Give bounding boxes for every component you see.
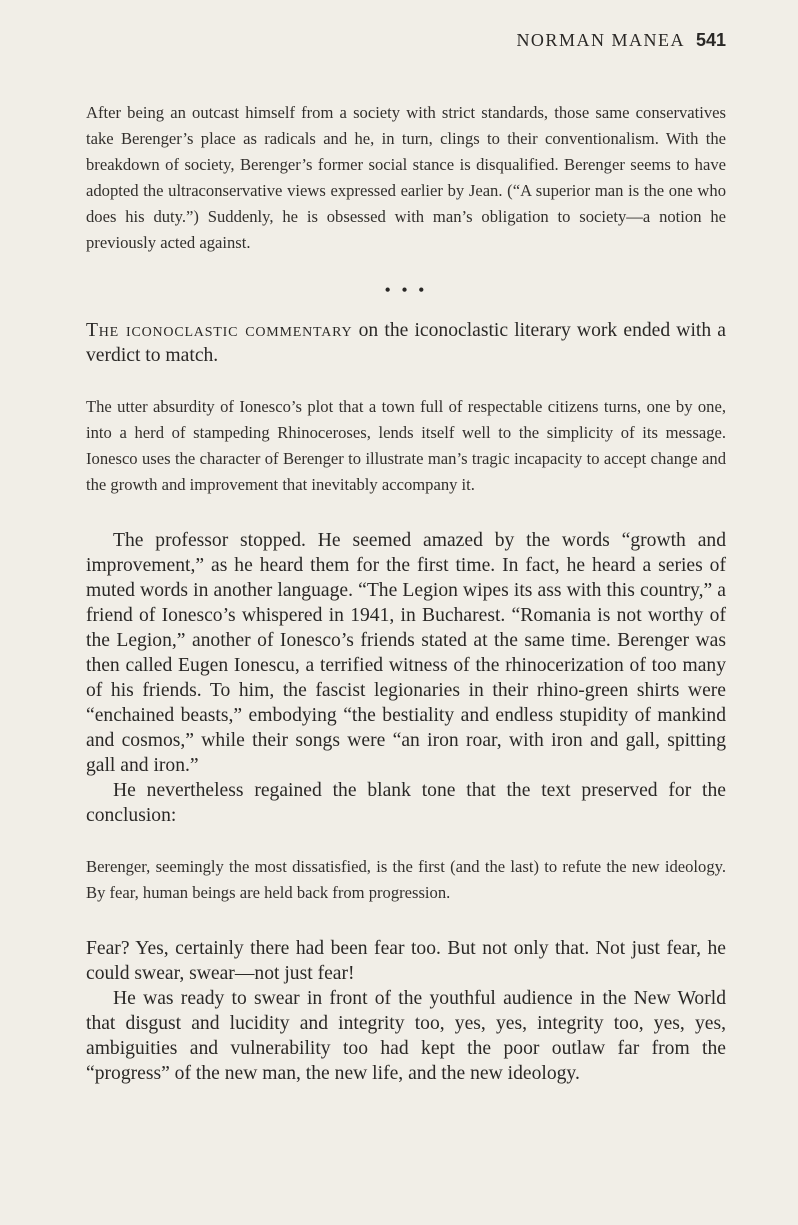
section-separator: • • • xyxy=(384,280,428,300)
paragraph-1-small-caps-lead: The iconoclastic commentary xyxy=(86,320,353,341)
block-quote-3: Berenger, seemingly the most dissatisfied, is the first (and the last) to refute the new ideology. By fear, human beings are held back from progression. xyxy=(86,857,726,902)
block-quote-1: After being an outcast himself from a society with strict standards, those same conservatives take Berenger’s place as radicals and he, in turn, clings to their conventionalism. With the breakdown of society, Berenger’s former social stance is disqualified. Berenger seems to have adopted the ultraconservative views expressed earlier by Jean. (“A superior man is the one who does his duty.”) Suddenly, he is obsessed with man’s obligation to society—a notion he previously acted against. xyxy=(86,103,726,252)
running-head-title: NORMAN MANEA xyxy=(516,30,684,50)
paragraph-4: Fear? Yes, certainly there had been fear too. But not only that. Not just fear, he could swear, swear—not just fear! xyxy=(86,938,726,984)
paragraph-5: He was ready to swear in front of the youthful audience in the New World that disgust and lucidity and integrity too, yes, yes, integrity too, yes, yes, ambiguities and vulnerability too had kept the poor outlaw far from the “progress” of the new man, the new life, and the new ideology. xyxy=(86,988,726,1084)
running-header xyxy=(516,30,726,51)
paragraph-3: He nevertheless regained the blank tone that the text preserved for the conclusion: xyxy=(86,780,726,826)
block-quote-2: The utter absurdity of Ionesco’s plot that a town full of respectable citizens turns, one by one, into a herd of stampeding Rhinoceroses, lends itself well to the simplicity of its message. Ionesco uses the character of Berenger to illustrate man’s tragic incapacity to accept change and the growth and improvement that inevitably accompany it. xyxy=(86,397,726,494)
page-content xyxy=(86,100,726,1086)
paragraph-1 xyxy=(86,318,726,368)
page-number: 541 xyxy=(695,30,726,50)
paragraph-1-text: on the iconoclastic literary work ended with a verdict to match. xyxy=(86,320,727,366)
paragraph-2: The professor stopped. He seemed amazed by the words “growth and improvement,” as he heard them for the first time. In fact, he heard a series of muted words in another language. “The Legion wipes its ass with this country,” a friend of Ionesco’s whispered in 1941, in Bucharest. “Romania is not worthy of the Legion,” another of Ionesco’s friends stated at the same time. Berenger was then called Eugen Ionescu, a terrified witness of the rhinocerization of too many of his friends. To him, the fascist legionaries in their rhino-green shirts were “enchained beasts,” embodying “the bestiality and endless stupidity of mankind and cosmos,” while their songs were “an iron roar, with iron and gall, spitting gall and iron.” xyxy=(86,530,726,776)
